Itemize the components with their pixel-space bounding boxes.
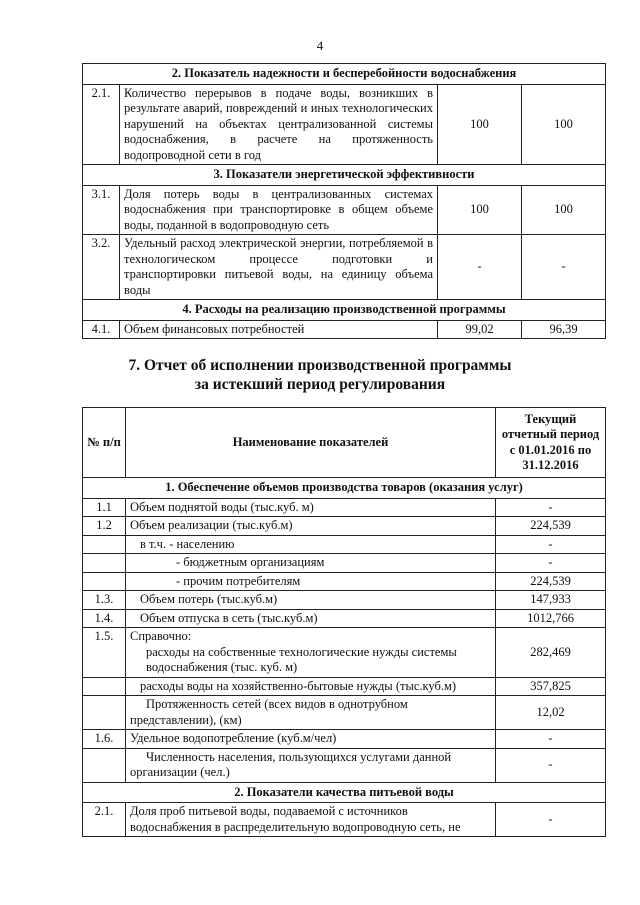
row-name: Объем поднятой воды (тыс.куб. м) <box>126 498 496 517</box>
table-row <box>83 803 606 837</box>
header-period-line-1: Текущий <box>524 411 577 426</box>
table-row <box>83 235 606 300</box>
row-value: 224,539 <box>496 572 606 591</box>
indicators-table <box>82 63 606 339</box>
row-name <box>126 628 496 678</box>
section-title: 2. Показатели качества питьевой воды <box>83 782 606 803</box>
row-name <box>126 803 496 837</box>
row-number: 1.2 <box>83 517 126 536</box>
row-value: - <box>496 748 606 782</box>
row-value: - <box>496 535 606 554</box>
row-value: 12,02 <box>496 696 606 730</box>
row-name-line-1: расходы на собственные технологические нужды системы <box>146 644 457 659</box>
table-row <box>83 320 606 339</box>
table-row <box>83 696 606 730</box>
row-number: 1.6. <box>83 730 126 749</box>
row-name: Доля потерь воды в централизованных системах водоснабжения при транспортировке в общем объеме воды, поданной в водопроводную сеть <box>120 185 438 235</box>
row-name: - прочим потребителям <box>126 572 496 591</box>
section-row <box>83 782 606 803</box>
row-value-2: 96,39 <box>522 320 606 339</box>
row-number: 1.4. <box>83 609 126 628</box>
row-number-empty <box>83 677 126 696</box>
row-value-2: 100 <box>522 185 606 235</box>
header-period-line-2: отчетный период <box>501 427 600 441</box>
section-title: 4. Расходы на реализацию производственной программы <box>83 300 606 321</box>
header-period <box>496 408 606 478</box>
row-number: 1.3. <box>83 591 126 610</box>
row-name: в т.ч. - населению <box>126 535 496 554</box>
row-value: 1012,766 <box>496 609 606 628</box>
row-number: 1.1 <box>83 498 126 517</box>
section-title: 1. Обеспечение объемов производства товаров (оказания услуг) <box>83 478 606 499</box>
table-row <box>83 554 606 573</box>
row-number: 4.1. <box>83 320 120 339</box>
header-num: № п/п <box>83 408 126 478</box>
row-value: - <box>496 498 606 517</box>
row-value: - <box>496 730 606 749</box>
row-name-line-2: водоснабжения в распределительную водопроводную сеть, не <box>130 819 461 834</box>
row-name: Объем финансовых потребностей <box>120 320 438 339</box>
table-header <box>83 408 606 478</box>
row-value-1: 100 <box>438 84 522 165</box>
section-row <box>83 478 606 499</box>
row-label: Справочно: <box>130 629 192 643</box>
row-value-1: - <box>438 235 522 300</box>
row-value: 224,539 <box>496 517 606 536</box>
header-period-line-3: с 01.01.2016 по <box>509 442 592 457</box>
row-number-empty <box>83 554 126 573</box>
row-number-empty <box>83 696 126 730</box>
row-name <box>126 696 496 730</box>
row-number: 3.1. <box>83 185 120 235</box>
table-row <box>83 591 606 610</box>
row-number: 1.5. <box>83 628 126 678</box>
row-value-1: 99,02 <box>438 320 522 339</box>
section-title: 2. Показатель надежности и бесперебойности водоснабжения <box>83 64 606 85</box>
row-name: Удельный расход электрической энергии, потребляемой в технологическом процессе подготовки и транспортировки питьевой воды, на единицу объема воды <box>120 235 438 300</box>
heading-line-1: 7. Отчет об исполнении производственной программы <box>128 357 512 374</box>
row-name: - бюджетным организациям <box>126 554 496 573</box>
section-title: 3. Показатели энергетической эффективности <box>83 165 606 186</box>
row-number-empty <box>83 535 126 554</box>
table-row <box>83 84 606 165</box>
row-value: - <box>496 554 606 573</box>
row-value: 147,933 <box>496 591 606 610</box>
section-row <box>83 165 606 186</box>
section-heading <box>0 356 640 394</box>
report-table <box>82 407 606 837</box>
row-name <box>126 748 496 782</box>
row-name: расходы воды на хозяйственно-бытовые нужды (тыс.куб.м) <box>126 677 496 696</box>
row-number: 2.1. <box>83 803 126 837</box>
row-value-2: 100 <box>522 84 606 165</box>
page-number: 4 <box>316 38 324 53</box>
table-row <box>83 609 606 628</box>
row-name: Объем реализации (тыс.куб.м) <box>126 517 496 536</box>
header-period-line-4: 31.12.2016 <box>522 458 579 472</box>
table-row <box>83 535 606 554</box>
row-name: Удельное водопотребление (куб.м/чел) <box>126 730 496 749</box>
row-number-empty <box>83 748 126 782</box>
row-number-empty <box>83 572 126 591</box>
row-name: Количество перерывов в подаче воды, возникших в результате аварий, повреждений и иных технологических нарушений на объектах централизованной системы водоснабжения, в расчете на протяженность водопроводной сети в год <box>120 84 438 165</box>
header-name: Наименование показателей <box>126 408 496 478</box>
row-name-line-2: представлении), (км) <box>130 712 242 727</box>
heading-line-2: за истекший период регулирования <box>194 376 446 393</box>
row-number: 3.2. <box>83 235 120 300</box>
row-name-line-2: организации (чел.) <box>130 765 230 779</box>
row-value: 282,469 <box>496 628 606 678</box>
row-name-line-1: Доля проб питьевой воды, подаваемой с источников <box>130 804 408 818</box>
row-name: Объем отпуска в сеть (тыс.куб.м) <box>126 609 496 628</box>
table-row <box>83 677 606 696</box>
section-row <box>83 300 606 321</box>
table-row <box>83 572 606 591</box>
table-row <box>83 498 606 517</box>
table-row <box>83 185 606 235</box>
row-number: 2.1. <box>83 84 120 165</box>
row-value-1: 100 <box>438 185 522 235</box>
row-name-line-1: Протяженность сетей (всех видов в однотрубном <box>146 697 408 711</box>
row-name-line-1: Численность населения, пользующихся услугами данной <box>146 749 452 764</box>
row-value-2: - <box>522 235 606 300</box>
table-row <box>83 628 606 678</box>
section-row <box>83 64 606 85</box>
row-name-line-2: водоснабжения (тыс. куб. м) <box>146 660 298 674</box>
row-name: Объем потерь (тыс.куб.м) <box>126 591 496 610</box>
table-row <box>83 748 606 782</box>
row-value: 357,825 <box>496 677 606 696</box>
table-row <box>83 730 606 749</box>
row-value: - <box>496 803 606 837</box>
table-row <box>83 517 606 536</box>
